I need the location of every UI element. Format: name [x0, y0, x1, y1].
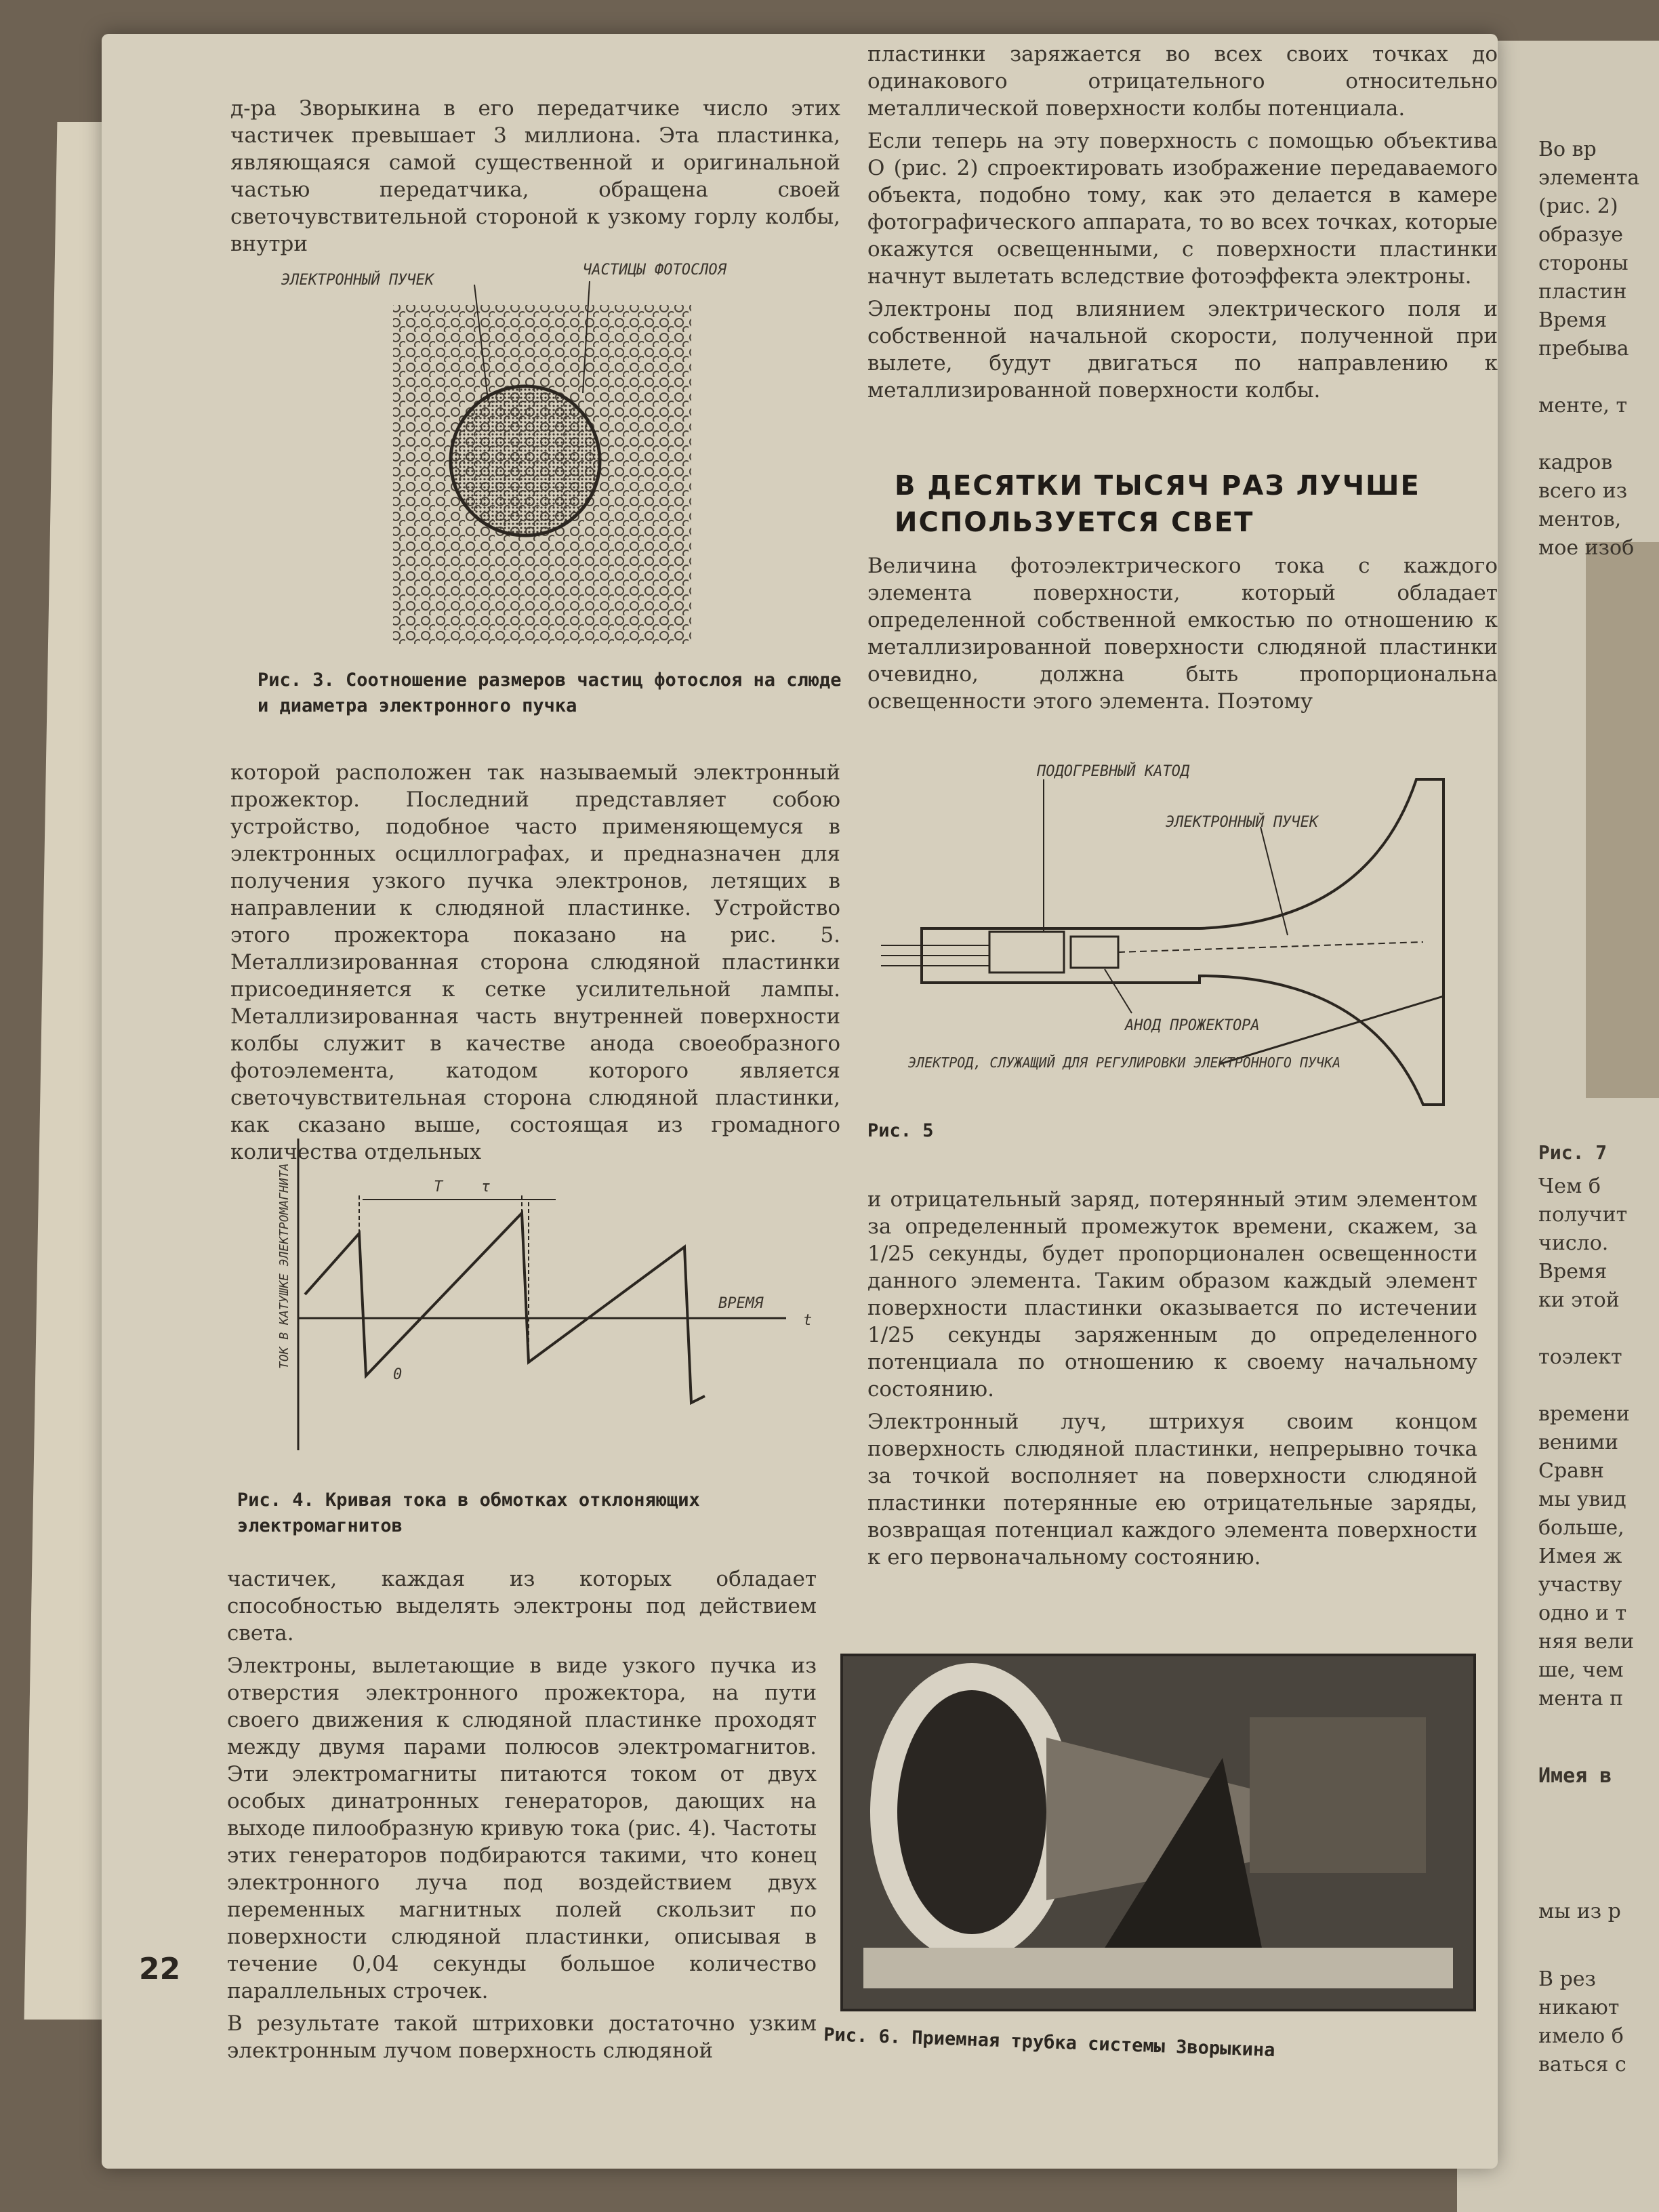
next-page-line: Чем б [1538, 1174, 1601, 1198]
receiving-tube-photo [843, 1656, 1473, 2009]
next-page-line: получит [1538, 1203, 1628, 1227]
electron-beam-spot [451, 386, 600, 535]
next-page-caption: Рис. 7 [1538, 1141, 1607, 1164]
next-page-subheading: Имея в [1538, 1764, 1612, 1788]
next-page-line: тоэлект [1538, 1345, 1622, 1369]
electron-beam-line [1118, 942, 1423, 952]
label-control-electrode: ЭЛЕКТРОД, СЛУЖАЩИЙ ДЛЯ РЕГУЛИРОВКИ ЭЛЕКТРОННОГО ПУЧКА [908, 1054, 1341, 1071]
paragraph: и отрицательный заряд, потерянный этим элементом за определенный промежуток времени, скажем, за 1/25 секунды, будет пропорционален освещенности данного элемента. Таким образом каждый элемент поверхности пластинки оказывается по истечении 1/25 секунды заряженным до определенного потенциала по отношению к своему начальному состоянию. [867, 1187, 1477, 1401]
next-page-line: имело б [1538, 2024, 1624, 2048]
next-page-line: кадров [1538, 451, 1613, 474]
figure-5-caption: Рис. 5 [867, 1120, 934, 1141]
sawtooth-curve [305, 1213, 705, 1403]
label-anode: АНОД ПРОЖЕКТОРА [1125, 1017, 1260, 1034]
next-page-line: ментов, [1538, 508, 1622, 531]
next-page-line [1538, 1372, 1659, 1400]
label-y-axis: ТОК В КАТУШКЕ ЭЛЕКТРОМАГНИТА [277, 1163, 291, 1369]
next-page-text-2 [1538, 1172, 1659, 1713]
tube-base [863, 1948, 1453, 1988]
label-electron-beam: ЭЛЕКТРОННЫЙ ПУЧЕК [1166, 814, 1319, 831]
paragraph: В результате такой штриховки достаточно узким электронным лучом поверхность слюдяной [227, 2011, 817, 2063]
next-page-line: мы из р [1538, 1900, 1621, 1923]
label-zero: 0 [393, 1366, 403, 1383]
anode-cylinder [1071, 937, 1118, 968]
paragraph: д-ра Зворыкина в его передатчике число этих частичек превышает 3 миллиона. Эта пластинка, являющаяся самой существенной и оригинальной частью передатчика, обращена своей светочувствительной стороной к узкому горлу колбы, внутри [230, 96, 840, 256]
next-page-line: стороны [1538, 251, 1629, 275]
left-top-paragraph [230, 95, 840, 263]
next-page-line: пребыва [1538, 337, 1629, 361]
next-page-line: мое изоб [1538, 536, 1635, 560]
tube-housing [1250, 1717, 1426, 1873]
next-page-line [1538, 363, 1659, 392]
next-page-line: одно и т [1538, 1601, 1627, 1625]
right-mid-text [867, 1186, 1477, 1576]
next-page-line: Время [1538, 1260, 1607, 1284]
figure-3-caption: Рис. 3. Соотношение размеров частиц фотослоя на слюде и диаметра электронного пучка [258, 670, 842, 716]
label-period: T [434, 1179, 443, 1195]
next-page-line: ваться с [1538, 2053, 1626, 2076]
paragraph: Электроны, вылетающие в виде узкого пучка из отверстия электронного прожектора, на пути своего движения к слюдяной пластинке проходят между двумя парами полюсов электромагнитов. Эти электромагниты питаются током от двух особых динатронных генераторов, дающих на выходе пилообразную кривую тока (рис. 4). Частоты этих генераторов подбираются такими, что конец электронного луча под воздействием двух переменных магнитных полей скользит по поверхности слюдяной пластинки, описывая в течение 0,04 секунды большое количество параллельных строчек. [227, 1654, 817, 2003]
next-page-line: мы увид [1538, 1488, 1626, 1511]
paragraph: которой расположен так называемый электронный прожектор. Последний представляет собою устройство, подобное часто применяющемуся в электронных осциллографах, и предназначен для получения узкого пучка электронов, летящих в направлении к слюдяной пластинке. Устройство этого прожектора показано на рис. 5. Металлизированная сторона слюдяной пластинки присоединяется к сетке усилительной лампы. Металлизированная часть внутренней поверхности колбы служит в качестве анода своеобразного фотоэлемента, катодом которого является светочувствительная сторона слюдяной пластинки, как сказано выше, состоящая из громадного количества отдельных [230, 760, 840, 1164]
next-page-line: образуе [1538, 223, 1623, 247]
next-page-line [1538, 1315, 1659, 1343]
left-mid-paragraph [230, 759, 840, 1171]
next-page-line: времени [1538, 1402, 1630, 1426]
label-electron-beam: ЭЛЕКТРОННЫЙ ПУЧЕК [281, 272, 434, 289]
paragraph: Величина фотоэлектрического тока с каждого элемента поверхности, который обладает определенной собственной емкостью по отношению к металлизированной поверхности слюдяной пластинки очевидно, должна быть пропорциональна освещенности этого элемента. Поэтому [867, 554, 1498, 714]
next-page-line: мента п [1538, 1687, 1624, 1711]
cathode-assembly [989, 932, 1064, 972]
next-page-line: никают [1538, 1996, 1620, 2020]
next-page-line: (рис. 2) [1538, 194, 1618, 218]
right-heading-paragraph [867, 552, 1498, 720]
next-page-line: Во вр [1538, 138, 1597, 161]
next-page-line: всего из [1538, 479, 1628, 503]
next-page-line: няя вели [1538, 1630, 1635, 1654]
leader-line [1105, 969, 1132, 1013]
next-page-line: менте, т [1538, 394, 1628, 417]
next-page-line: пластин [1538, 280, 1627, 304]
tube-screen-inner [897, 1690, 1046, 1934]
next-page-line: больше, [1538, 1516, 1624, 1540]
figure-6-caption: Рис. 6. Приемная трубка системы Зворыкина [823, 2024, 1275, 2062]
next-page-figure [1586, 542, 1659, 1098]
figure-4 [251, 1125, 834, 1477]
paragraph: Электроны под влиянием электрического поля и собственной начальной скорости, полученной при вылете, будут двигаться по направлению к металлизированной поверхности колбы. [867, 297, 1498, 403]
next-page-line: Имея ж [1538, 1544, 1622, 1568]
figure-4-chart [251, 1125, 834, 1477]
next-page-line: элемента [1538, 166, 1640, 190]
next-page-line: участву [1538, 1573, 1622, 1597]
next-page-line: Время [1538, 308, 1607, 332]
paragraph: Если теперь на эту поверхность с помощью объектива O (рис. 2) спроектировать изображение передаваемого объекта, подобно тому, как это делается в камере фотографического аппарата, то во всех точках, которые окажутся освещенными, с поверхности пластинки начнут вылетать вследствие фотоэффекта электроны. [867, 129, 1498, 289]
paragraph: пластинки заряжается во всех своих точках до одинакового отрицательного относительно металлической поверхности колбы потенциала. [867, 42, 1498, 121]
next-page-text-3 [1538, 1965, 1659, 2079]
next-page-line: ки этой [1538, 1288, 1620, 1312]
figure-5 [881, 752, 1491, 1132]
next-page-line [1538, 420, 1659, 449]
right-top-text [867, 41, 1498, 409]
page-number: 22 [139, 1952, 181, 1986]
figure-5-drawing [881, 752, 1491, 1132]
label-heated-cathode: ПОДОГРЕВНЫЙ КАТОД [1037, 763, 1190, 780]
figure-6-photo [840, 1654, 1476, 2011]
figure-3 [271, 258, 827, 651]
label-photolayer-particles: ЧАСТИЦЫ ФОТОСЛОЯ [583, 262, 726, 279]
label-flyback: τ [481, 1179, 491, 1195]
section-heading: В ДЕСЯТКИ ТЫСЯЧ РАЗ ЛУЧШЕ ИСПОЛЬЗУЕТСЯ СВЕТ [895, 470, 1420, 538]
label-t: t [803, 1312, 813, 1329]
figure-4-caption: Рис. 4. Кривая тока в обмотках отклоняющих электромагнитов [237, 1490, 700, 1536]
next-page-line: веними [1538, 1431, 1618, 1454]
next-page-line: ше, чем [1538, 1658, 1624, 1682]
paragraph: частичек, каждая из которых обладает способностью выделять электроны под действием света. [227, 1567, 817, 1645]
left-bottom-text [227, 1565, 817, 2070]
next-page-line: Сравн [1538, 1459, 1604, 1483]
next-page-line: число. [1538, 1231, 1609, 1255]
figure-3-drawing [271, 258, 827, 651]
label-x-axis: ВРЕМЯ [718, 1295, 764, 1312]
next-page-text [1538, 136, 1659, 562]
paragraph: Электронный луч, штрихуя своим концом поверхность слюдяной пластинки, непрерывно точка за точкой восполняет на поверхности слюдяной пластинки потерянные ею отрицательные заряды, возвращая потенциал каждого элемента поверхности к его первоначальному состоянию. [867, 1410, 1477, 1570]
next-page-line: В рез [1538, 1967, 1596, 1991]
